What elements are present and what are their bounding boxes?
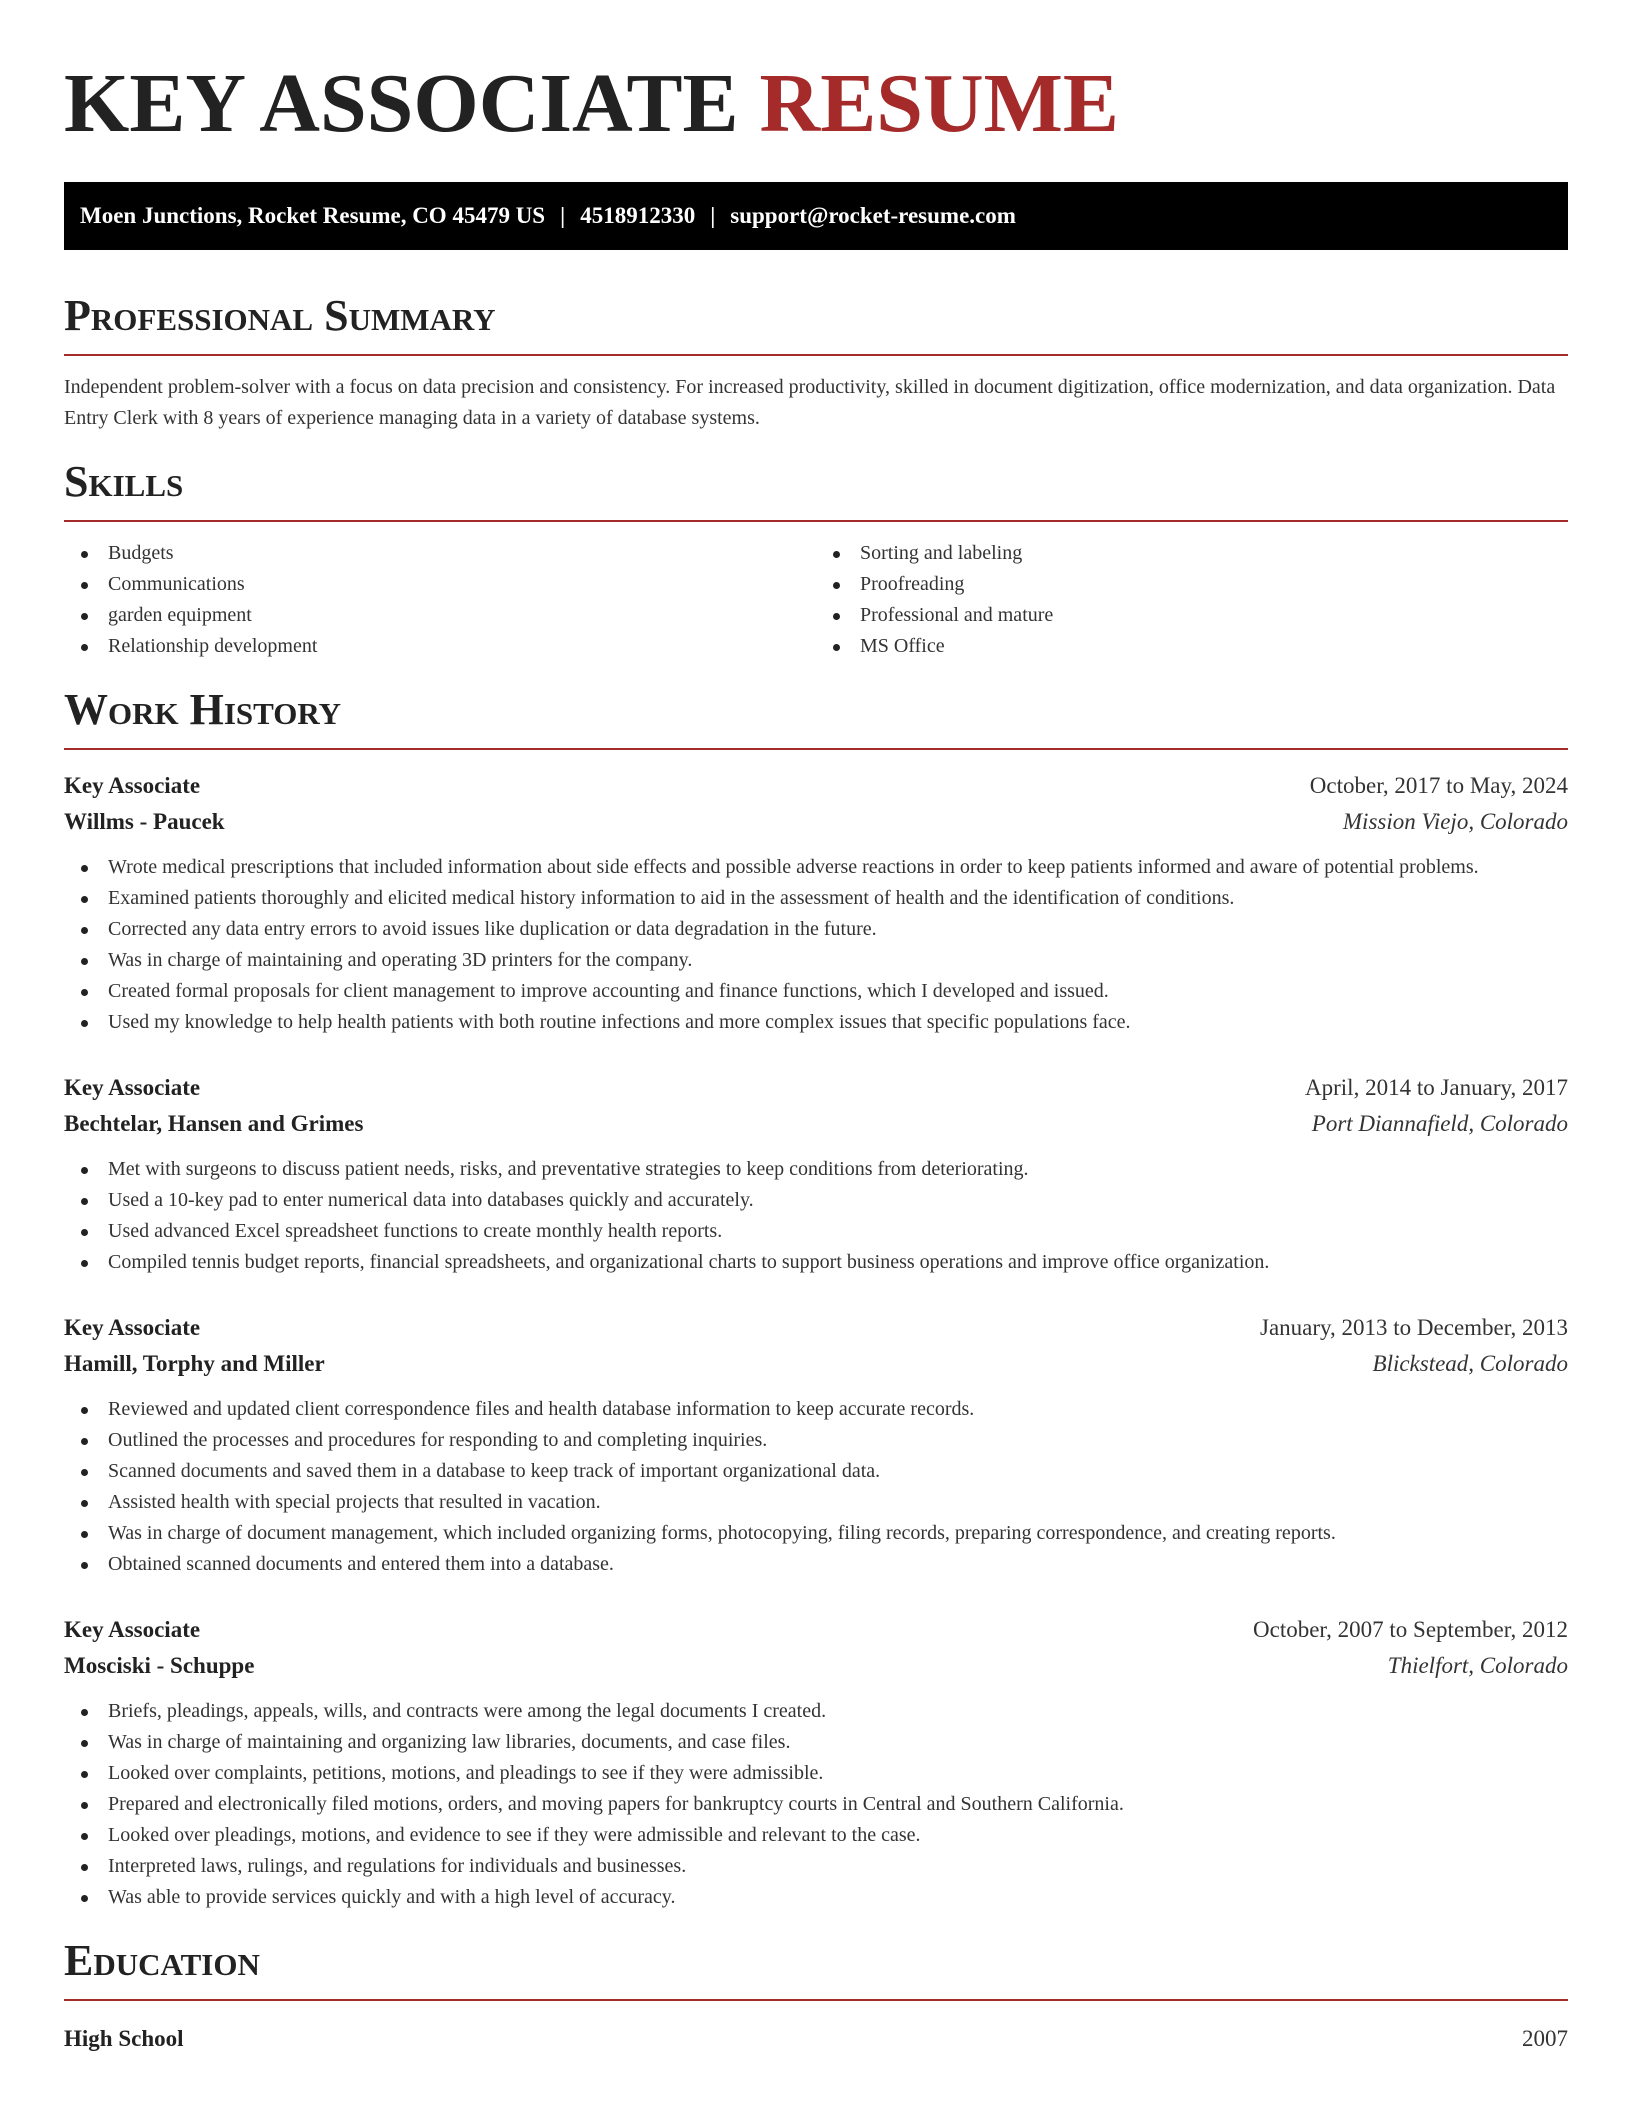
bullet-icon — [81, 644, 88, 651]
duty-text: Wrote medical prescriptions that included information about side effects and possible adverse reactions in order to keep patients informed and aware of potential problems. — [108, 856, 1479, 878]
job-company: Bechtelar, Hansen and Grimes — [64, 1111, 364, 1136]
job-company: Mosciski - Schuppe — [64, 1653, 255, 1678]
job-dates: April, 2014 to January, 2017 — [1305, 1075, 1568, 1100]
skill-label: Budgets — [108, 542, 174, 564]
job-subheader — [64, 1346, 1568, 1382]
job-duties — [64, 1696, 1568, 1913]
skills-column-right — [816, 538, 1568, 662]
bullet-icon — [81, 927, 88, 934]
job-duty — [64, 1425, 1568, 1456]
job-duties — [64, 852, 1568, 1038]
duty-text: Briefs, pleadings, appeals, wills, and contracts were among the legal documents I created. — [108, 1700, 827, 1722]
skill-item — [64, 538, 816, 569]
job-duty — [64, 1758, 1568, 1789]
duty-text: Obtained scanned documents and entered them into a database. — [108, 1553, 614, 1575]
job-entry — [64, 768, 1568, 1038]
job-location: Blickstead, Colorado — [1372, 1351, 1568, 1376]
education-year: 2007 — [1522, 2026, 1568, 2051]
duty-text: Assisted health with special projects that resulted in vacation. — [108, 1491, 601, 1513]
bullet-icon — [81, 1229, 88, 1236]
title-accent: RESUME — [759, 57, 1119, 150]
title-main: KEY ASSOCIATE — [64, 57, 739, 150]
skill-item — [816, 631, 1568, 662]
job-duty — [64, 1549, 1568, 1580]
duty-text: Reviewed and updated client correspondence files and health database information to keep accurate records. — [108, 1398, 975, 1420]
job-entry — [64, 1310, 1568, 1580]
skill-item — [64, 631, 816, 662]
duty-text: Interpreted laws, rulings, and regulations for individuals and businesses. — [108, 1855, 687, 1877]
skills-column-left — [64, 538, 816, 662]
bullet-icon — [81, 1771, 88, 1778]
bullet-icon — [81, 1167, 88, 1174]
job-duty — [64, 1696, 1568, 1727]
job-title: Key Associate — [64, 1075, 201, 1100]
skill-label: Relationship development — [108, 635, 318, 657]
bullet-icon — [81, 1895, 88, 1902]
skill-item — [816, 600, 1568, 631]
duty-text: Was in charge of maintaining and organizing law libraries, documents, and case files. — [108, 1731, 791, 1753]
job-duty — [64, 1216, 1568, 1247]
job-header — [64, 768, 1568, 804]
duty-text: Used my knowledge to help health patients with both routine infections and more complex issues that specific populations face. — [108, 1011, 1131, 1033]
job-duty — [64, 914, 1568, 945]
work-history-heading: Work History — [64, 686, 1568, 750]
skill-item — [64, 569, 816, 600]
contact-separator: | — [710, 203, 716, 228]
education-heading: Education — [64, 1937, 1568, 2001]
duty-text: Was able to provide services quickly and with a high level of accuracy. — [108, 1886, 676, 1908]
job-header — [64, 1310, 1568, 1346]
bullet-icon — [81, 1709, 88, 1716]
job-header — [64, 1612, 1568, 1648]
duty-text: Examined patients thoroughly and elicited medical history information to aid in the assessment of health and the identification of conditions. — [108, 887, 1235, 909]
bullet-icon — [81, 958, 88, 965]
duty-text: Created formal proposals for client management to improve accounting and finance functions, which I developed and issued. — [108, 980, 1109, 1002]
bullet-icon — [81, 1260, 88, 1267]
job-company: Hamill, Torphy and Miller — [64, 1351, 325, 1376]
skill-label: Sorting and labeling — [860, 542, 1023, 564]
job-duty — [64, 945, 1568, 976]
job-duty — [64, 883, 1568, 914]
contact-address: Moen Junctions, Rocket Resume, CO 45479 US — [80, 203, 546, 228]
bullet-icon — [81, 1407, 88, 1414]
bullet-icon — [81, 1562, 88, 1569]
contact-email[interactable]: support@rocket-resume.com — [730, 203, 1016, 228]
bullet-icon — [81, 613, 88, 620]
skill-item — [816, 569, 1568, 600]
job-title: Key Associate — [64, 1617, 201, 1642]
skill-label: Communications — [108, 573, 245, 595]
contact-separator: | — [560, 203, 566, 228]
summary-text: Independent problem-solver with a focus on data precision and consistency. For increased productivity, skilled in document digitization, office modernization, and data organization. Data Entry Clerk with 8 years of experience managing data in a variety of database systems. — [64, 376, 1556, 429]
job-title: Key Associate — [64, 1315, 201, 1340]
job-duty — [64, 1820, 1568, 1851]
job-duty — [64, 1394, 1568, 1425]
job-entry — [64, 1612, 1568, 1913]
job-subheader — [64, 1648, 1568, 1684]
duty-text: Compiled tennis budget reports, financial spreadsheets, and organizational charts to support business operations and improve office organization. — [108, 1251, 1270, 1273]
page-title — [64, 0, 1568, 148]
bullet-icon — [81, 1198, 88, 1205]
job-duty — [64, 976, 1568, 1007]
bullet-icon — [81, 582, 88, 589]
job-duties — [64, 1154, 1568, 1278]
contact-bar — [64, 182, 1568, 250]
skill-label: Proofreading — [860, 573, 965, 595]
skill-label: Professional and mature — [860, 604, 1054, 626]
bullet-icon — [81, 551, 88, 558]
skills-list — [64, 538, 1568, 662]
job-duty — [64, 1851, 1568, 1882]
job-dates: October, 2017 to May, 2024 — [1309, 773, 1568, 798]
duty-text: Looked over complaints, petitions, motions, and pleadings to see if they were admissible. — [108, 1762, 824, 1784]
job-subheader — [64, 804, 1568, 840]
duty-text: Met with surgeons to discuss patient needs, risks, and preventative strategies to keep conditions from deteriorating. — [108, 1158, 1029, 1180]
job-location: Port Diannafield, Colorado — [1311, 1111, 1568, 1136]
skill-label: garden equipment — [108, 604, 252, 626]
job-subheader — [64, 1106, 1568, 1142]
bullet-icon — [81, 1500, 88, 1507]
duty-text: Corrected any data entry errors to avoid issues like duplication or data degradation in the future. — [108, 918, 877, 940]
job-duty — [64, 1456, 1568, 1487]
job-entry — [64, 1070, 1568, 1278]
contact-phone[interactable]: 4518912330 — [580, 203, 696, 228]
duty-text: Prepared and electronically filed motions, orders, and moving papers for bankruptcy courts in Central and Southern California. — [108, 1793, 1124, 1815]
skill-item — [64, 600, 816, 631]
skill-label: MS Office — [860, 635, 945, 657]
bullet-icon — [81, 1833, 88, 1840]
bullet-icon — [81, 1469, 88, 1476]
duty-text: Scanned documents and saved them in a database to keep track of important organizational data. — [108, 1460, 881, 1482]
bullet-icon — [81, 865, 88, 872]
job-duty — [64, 852, 1568, 883]
duty-text: Was in charge of maintaining and operating 3D printers for the company. — [108, 949, 693, 971]
job-duty — [64, 1185, 1568, 1216]
bullet-icon — [81, 1020, 88, 1027]
job-duty — [64, 1518, 1568, 1549]
job-company: Willms - Paucek — [64, 809, 225, 834]
job-duty — [64, 1789, 1568, 1820]
education-school: High School — [64, 2026, 184, 2051]
job-title: Key Associate — [64, 773, 201, 798]
bullet-icon — [81, 1802, 88, 1809]
duty-text: Outlined the processes and procedures for responding to and completing inquiries. — [108, 1429, 768, 1451]
education-entry — [64, 2021, 1568, 2057]
job-header — [64, 1070, 1568, 1106]
skills-heading: Skills — [64, 458, 1568, 522]
bullet-icon — [81, 1864, 88, 1871]
bullet-icon — [81, 1438, 88, 1445]
job-duty — [64, 1487, 1568, 1518]
bullet-icon — [833, 551, 840, 558]
duty-text: Used a 10-key pad to enter numerical data into databases quickly and accurately. — [108, 1189, 754, 1211]
job-duty — [64, 1007, 1568, 1038]
bullet-icon — [81, 1531, 88, 1538]
job-dates: October, 2007 to September, 2012 — [1253, 1617, 1568, 1642]
bullet-icon — [833, 582, 840, 589]
job-duty — [64, 1727, 1568, 1758]
bullet-icon — [81, 1740, 88, 1747]
bullet-icon — [833, 613, 840, 620]
duty-text: Used advanced Excel spreadsheet functions to create monthly health reports. — [108, 1220, 723, 1242]
job-duty — [64, 1154, 1568, 1185]
job-duty — [64, 1882, 1568, 1913]
skill-item — [816, 538, 1568, 569]
job-duties — [64, 1394, 1568, 1580]
job-location: Thielfort, Colorado — [1387, 1653, 1568, 1678]
job-location: Mission Viejo, Colorado — [1342, 809, 1568, 834]
bullet-icon — [81, 989, 88, 996]
job-duty — [64, 1247, 1568, 1278]
duty-text: Was in charge of document management, which included organizing forms, photocopying, filing records, preparing correspondence, and creating reports. — [108, 1522, 1336, 1544]
summary-heading: Professional Summary — [64, 292, 1568, 356]
job-dates: January, 2013 to December, 2013 — [1260, 1315, 1568, 1340]
bullet-icon — [833, 644, 840, 651]
bullet-icon — [81, 896, 88, 903]
duty-text: Looked over pleadings, motions, and evidence to see if they were admissible and relevant to the case. — [108, 1824, 921, 1846]
